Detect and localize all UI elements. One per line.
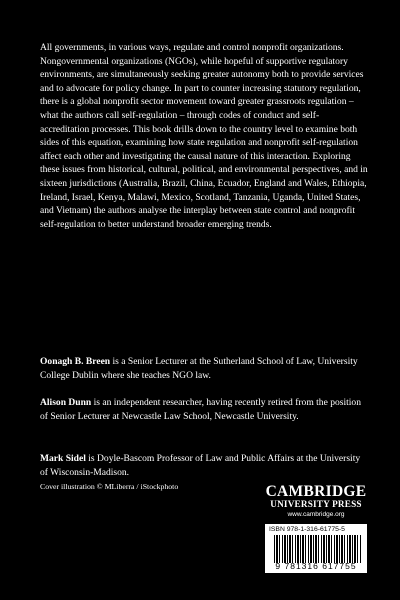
author-bio-dunn — [40, 396, 368, 423]
author-name: Alison Dunn — [40, 397, 92, 408]
publisher-logo — [265, 484, 367, 519]
author-bio-text: is a Senior Lecturer at the Sutherland School of Law, University College Dublin where she teaches NGO law. — [40, 356, 358, 381]
barcode-panel — [265, 524, 367, 573]
publisher-name: CAMBRIDGE — [265, 483, 367, 500]
blurb-text: All governments, in various ways, regulate and control nonprofit organizations. Nongovernmental organizations (NGOs), while hopeful of supportive regulatory environments, are simultaneously seeking greater autonomy both to provide services and to advocate for policy change. In part to counter increasing statutory regulation, there is a global nonprofit sector movement toward greater grassroots regulation – what the authors call self-regulation – through codes of conduct and self-accreditation processes. This book drills down to the country level to examine both sides of this equation, examining how state regulation and nonprofit self-regulation affect each other and investigating the causal nature of this interaction. Exploring these issues from historical, cultural, political, and environmental perspectives, and in sixteen jurisdictions (Australia, Brazil, China, Ecuador, England and Wales, Ethiopia, Ireland, Israel, Kenya, Malawi, Mexico, Scotland, Tanzania, Uganda, United States, and Vietnam) the authors analyse the interplay between state control and nonprofit self-regulation to better understand broader emerging trends. — [40, 42, 368, 230]
author-name: Mark Sidel — [40, 453, 86, 464]
ean-number: 9 781316 617755 — [275, 561, 357, 571]
isbn-label: ISBN 978-1-316-61775-5 — [269, 526, 345, 533]
author-bio-text: is an independent researcher, having recently retired from the position of Senior Lecturer at Newcastle Law School, Newcastle University. — [40, 397, 361, 422]
author-bio-sidel — [40, 452, 368, 479]
author-bio-breen — [40, 355, 368, 382]
cover-credit: Cover illustration © MLiberra / iStockphoto — [40, 482, 179, 491]
author-bio-text: is Doyle-Bascom Professor of Law and Public Affairs at the University of Wisconsin-Madison. — [40, 453, 361, 478]
barcode-icon — [274, 535, 362, 563]
author-name: Oonagh B. Breen — [40, 356, 111, 367]
publisher-subtitle: UNIVERSITY PRESS — [270, 499, 362, 509]
publisher-url: www.cambridge.org — [287, 511, 345, 518]
